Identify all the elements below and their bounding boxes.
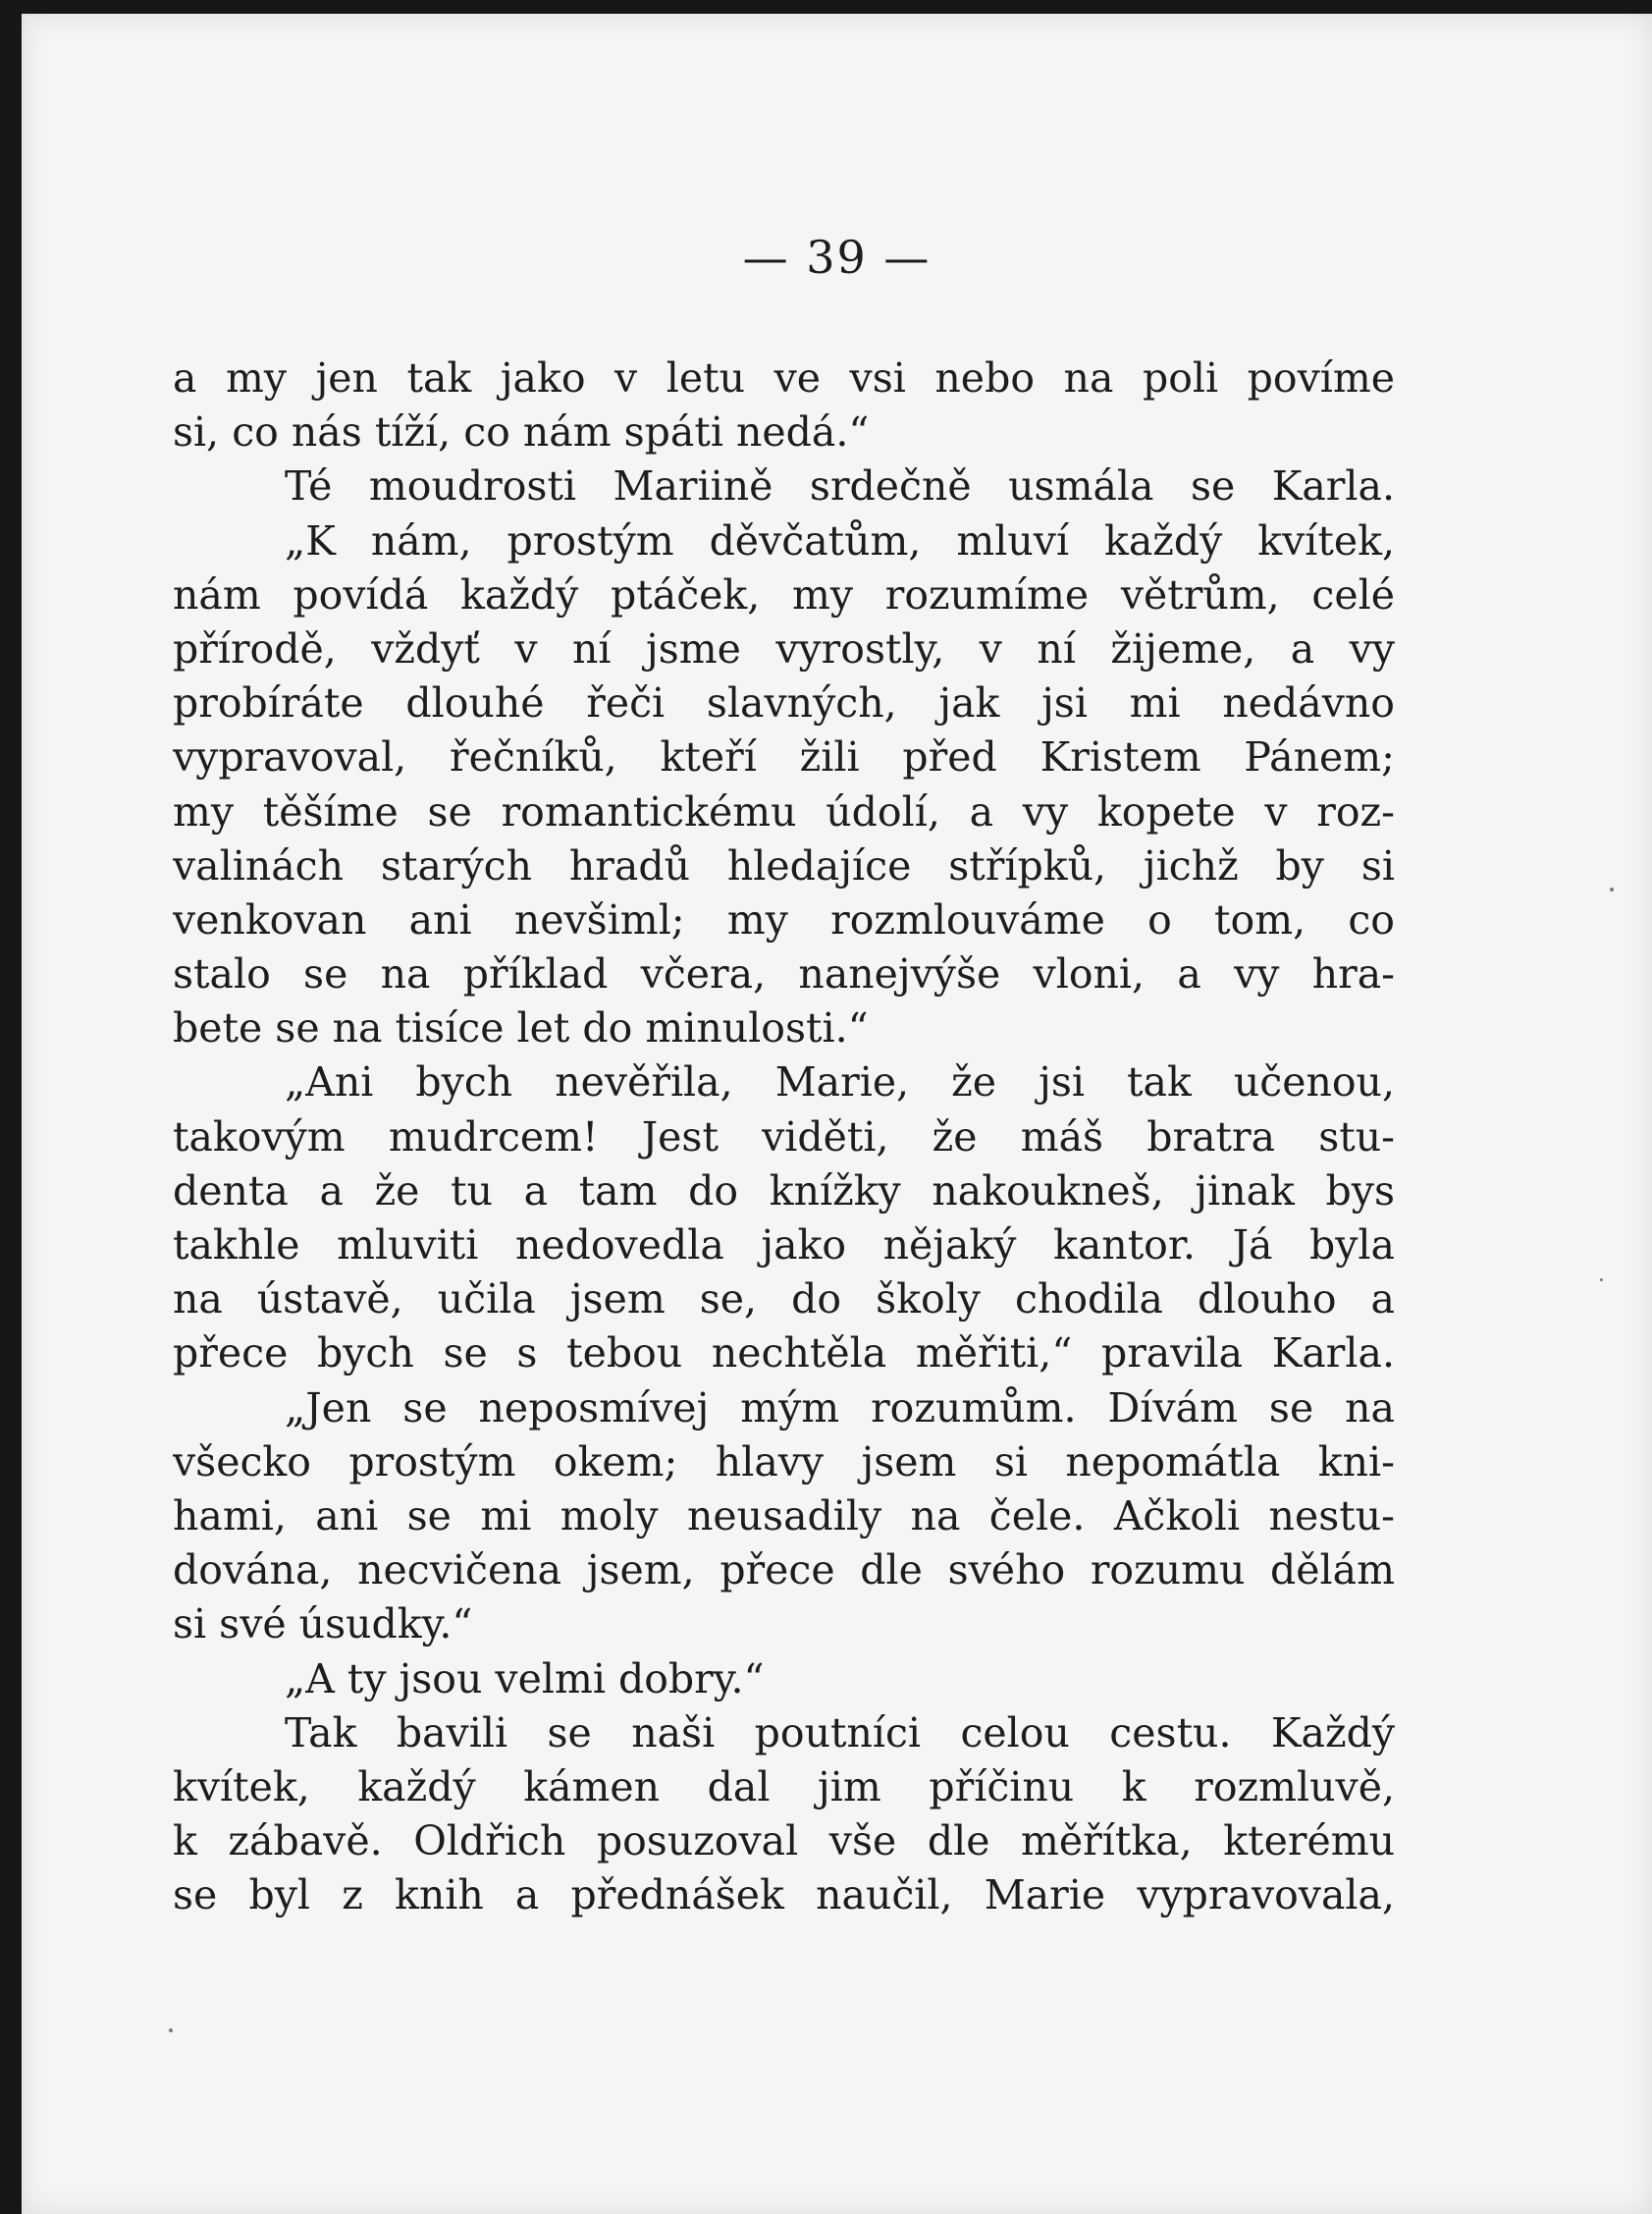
text-line: Tak bavili se naši poutníci celou cestu. Každý: [285, 1708, 1395, 1756]
text-line: přece bych se s tebou nechtěla měřiti,“ pravila Karla.: [173, 1329, 1395, 1377]
print-speck: [1600, 1278, 1603, 1281]
text-line: na ústavě, učila jsem se, do školy chodila dlouho a: [173, 1275, 1395, 1323]
text-line: „Ani bych nevěřila, Marie, že jsi tak učenou,: [285, 1058, 1395, 1107]
text-line: se byl z knih a přednášek naučil, Marie vypravovala,: [173, 1871, 1395, 1919]
text-line: si své úsudky.“: [173, 1600, 473, 1648]
text-line: „Jen se neposmívej mým rozumům. Dívám se na: [285, 1383, 1395, 1431]
text-line: všecko prostým okem; hlavy jsem si nepomátla kni-: [173, 1437, 1395, 1485]
print-speck: [1610, 888, 1614, 891]
text-line: takovým mudrcem! Jest viděti, že máš bratra stu-: [173, 1112, 1395, 1161]
print-speck: [169, 2028, 173, 2032]
text-line: vypravoval, řečníků, kteří žili před Kristem Pánem;: [173, 733, 1395, 782]
text-line: bete se na tisíce let do minulosti.“: [173, 1004, 869, 1053]
text-line: „K nám, prostým děvčatům, mluví každý kvítek,: [285, 516, 1395, 565]
page-number: — 39 —: [742, 231, 932, 284]
text-line: a my jen tak jako v letu ve vsi nebo na poli povíme: [173, 354, 1395, 402]
book-page: [22, 14, 1652, 2214]
body-text: [173, 351, 1395, 1922]
text-line: stalo se na příklad včera, nanejvýše vloni, a vy hra-: [173, 950, 1395, 999]
text-line: Té moudrosti Mariině srdečně usmála se Karla.: [285, 462, 1395, 511]
text-line: probíráte dlouhé řeči slavných, jak jsi mi nedávno: [173, 679, 1395, 728]
text-line: my těšíme se romantickému údolí, a vy kopete v roz-: [173, 787, 1395, 836]
text-line: valinách starých hradů hledajíce střípků, jichž by si: [173, 841, 1395, 890]
text-line: denta a že tu a tam do knížky nakoukneš, jinak bys: [173, 1166, 1395, 1215]
text-line: přírodě, vždyť v ní jsme vyrostly, v ní žijeme, a vy: [173, 624, 1395, 673]
text-line: si, co nás tíží, co nám spáti nedá.“: [173, 408, 870, 457]
text-line: kvítek, každý kámen dal jim příčinu k rozmluvě,: [173, 1762, 1395, 1810]
text-line: nám povídá každý ptáček, my rozumíme větrům, celé: [173, 570, 1395, 619]
text-line: takhle mluviti nedovedla jako nějaký kantor. Já byla: [173, 1221, 1395, 1269]
text-line: k zábavě. Oldřich posuzoval vše dle měřítka, kterému: [173, 1817, 1395, 1865]
text-line: „A ty jsou velmi dobry.“: [285, 1654, 765, 1702]
text-line: venkovan ani nevšiml; my rozmlouváme o tom, co: [173, 895, 1395, 944]
text-line: dována, necvičena jsem, přece dle svého rozumu dělám: [173, 1546, 1395, 1594]
text-line: hami, ani se mi moly neusadily na čele. Ačkoli nestu-: [173, 1491, 1395, 1539]
